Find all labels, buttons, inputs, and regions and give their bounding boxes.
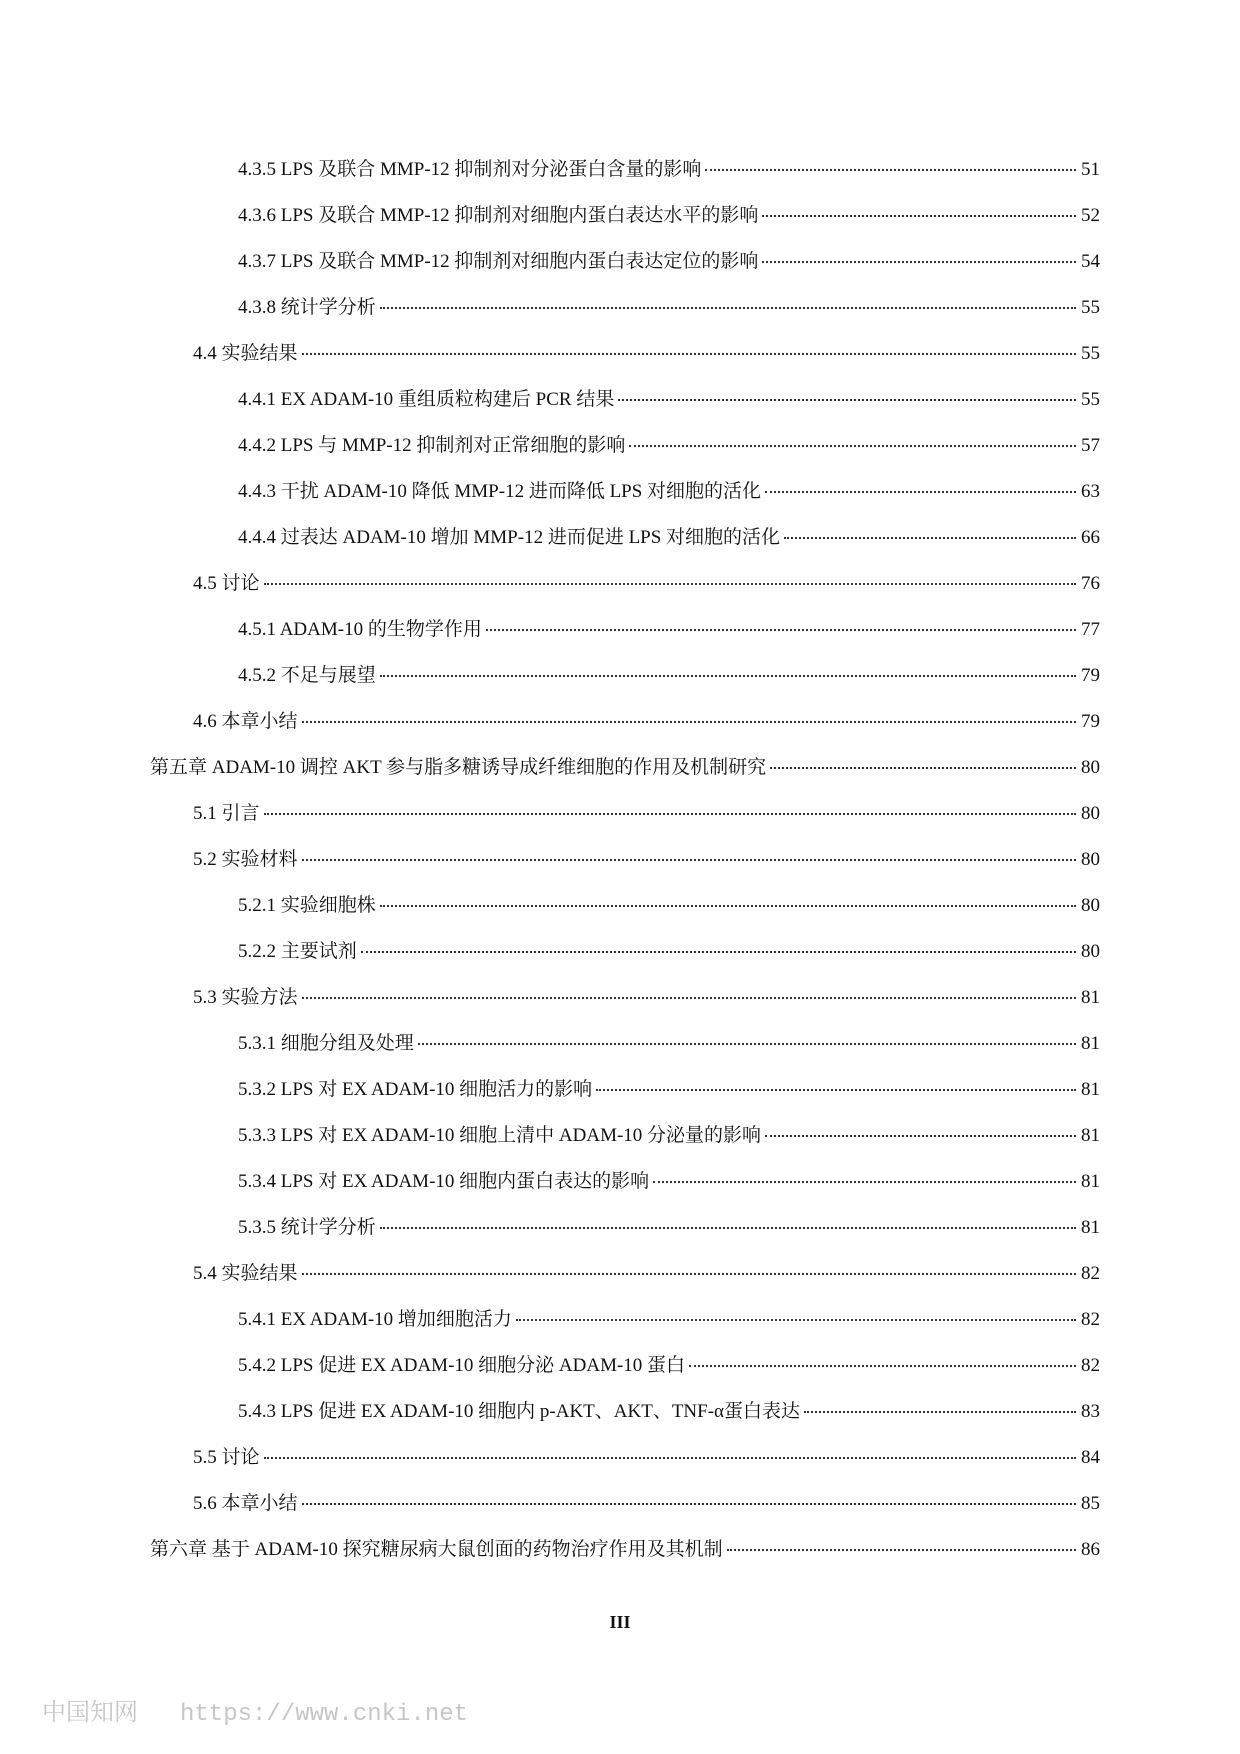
toc-entry-page: 81: [1081, 1171, 1100, 1192]
toc-entry[interactable]: [150, 158, 1100, 204]
toc-entry[interactable]: [150, 710, 1100, 756]
toc-entry[interactable]: [150, 986, 1100, 1032]
toc-entry-page: 81: [1081, 1125, 1100, 1146]
toc-entry[interactable]: [150, 480, 1100, 526]
toc-entry-title: 4.4.2 LPS 与 MMP-12 抑制剂对正常细胞的影响: [238, 435, 626, 456]
toc-entry[interactable]: [150, 388, 1100, 434]
toc-dot-leader: [705, 169, 1076, 171]
toc-dot-leader: [302, 1503, 1076, 1505]
toc-entry-page: 51: [1081, 159, 1100, 180]
toc-entry[interactable]: [150, 1124, 1100, 1170]
toc-entry-page: 57: [1081, 435, 1100, 456]
toc-dot-leader: [264, 813, 1076, 815]
toc-entry-title: 5.2.1 实验细胞株: [238, 895, 376, 916]
toc-entry[interactable]: [150, 1262, 1100, 1308]
toc-dot-leader: [727, 1549, 1076, 1551]
toc-entry-page: 82: [1081, 1355, 1100, 1376]
toc-dot-leader: [770, 767, 1076, 769]
toc-entry-title: 5.3.1 细胞分组及处理: [238, 1033, 414, 1054]
toc-entry[interactable]: [150, 1308, 1100, 1354]
toc-entry-title: 第五章 ADAM-10 调控 AKT 参与脂多糖诱导成纤维细胞的作用及机制研究: [150, 757, 767, 778]
toc-entry[interactable]: [150, 1492, 1100, 1538]
toc-entry-page: 77: [1081, 619, 1100, 640]
toc-entry[interactable]: [150, 664, 1100, 710]
toc-entry[interactable]: [150, 1078, 1100, 1124]
watermark-url: https://www.cnki.net: [180, 1701, 469, 1728]
toc-dot-leader: [653, 1181, 1076, 1183]
toc-entry-page: 79: [1081, 665, 1100, 686]
toc-entry[interactable]: [150, 1216, 1100, 1262]
toc-entry-page: 80: [1081, 941, 1100, 962]
toc-dot-leader: [762, 215, 1076, 217]
toc-entry-page: 79: [1081, 711, 1100, 732]
toc-entry[interactable]: [150, 756, 1100, 802]
toc-dot-leader: [380, 307, 1076, 309]
toc-entry-title: 5.5 讨论: [193, 1447, 260, 1468]
toc-entry-page: 55: [1081, 297, 1100, 318]
toc-dot-leader: [784, 537, 1076, 539]
toc-dot-leader: [302, 353, 1076, 355]
toc-dot-leader: [264, 1457, 1076, 1459]
toc-entry-title: 5.4.3 LPS 促进 EX ADAM-10 细胞内 p-AKT、AKT、TNF-α蛋白表达: [238, 1401, 801, 1422]
toc-dot-leader: [264, 583, 1076, 585]
toc-entry-title: 5.3.5 统计学分析: [238, 1217, 376, 1238]
toc-entry-title: 5.3.3 LPS 对 EX ADAM-10 细胞上清中 ADAM-10 分泌量的影响: [238, 1125, 762, 1146]
toc-entry-title: 5.4.2 LPS 促进 EX ADAM-10 细胞分泌 ADAM-10 蛋白: [238, 1355, 686, 1376]
toc-entry[interactable]: [150, 204, 1100, 250]
toc-entry-page: 82: [1081, 1263, 1100, 1284]
toc-dot-leader: [516, 1319, 1076, 1321]
toc-dot-leader: [765, 1135, 1076, 1137]
toc-entry-title: 4.5.1 ADAM-10 的生物学作用: [238, 619, 482, 640]
page-number: III: [609, 1612, 631, 1632]
toc-entry[interactable]: [150, 1538, 1100, 1584]
table-of-contents: [150, 158, 1100, 1584]
toc-dot-leader: [302, 1273, 1076, 1275]
toc-dot-leader: [302, 859, 1076, 861]
toc-entry[interactable]: [150, 848, 1100, 894]
toc-entry[interactable]: [150, 1400, 1100, 1446]
toc-entry-page: 81: [1081, 1217, 1100, 1238]
toc-entry-title: 5.3 实验方法: [193, 987, 298, 1008]
toc-entry-title: 4.5.2 不足与展望: [238, 665, 376, 686]
toc-dot-leader: [418, 1043, 1076, 1045]
toc-entry-page: 80: [1081, 757, 1100, 778]
toc-dot-leader: [765, 491, 1076, 493]
toc-entry-title: 4.5 讨论: [193, 573, 260, 594]
watermark-name: 中国知网: [42, 1698, 138, 1726]
toc-entry-title: 4.3.7 LPS 及联合 MMP-12 抑制剂对细胞内蛋白表达定位的影响: [238, 251, 759, 272]
toc-dot-leader: [361, 951, 1076, 953]
toc-entry[interactable]: [150, 434, 1100, 480]
toc-entry[interactable]: [150, 572, 1100, 618]
toc-dot-leader: [380, 1227, 1076, 1229]
toc-entry-title: 4.6 本章小结: [193, 711, 298, 732]
toc-entry-title: 4.3.5 LPS 及联合 MMP-12 抑制剂对分泌蛋白含量的影响: [238, 159, 702, 180]
toc-entry-page: 63: [1081, 481, 1100, 502]
toc-entry-page: 80: [1081, 849, 1100, 870]
toc-entry-page: 83: [1081, 1401, 1100, 1422]
toc-entry-title: 4.4.1 EX ADAM-10 重组质粒构建后 PCR 结果: [238, 389, 615, 410]
toc-dot-leader: [380, 675, 1076, 677]
toc-entry-page: 80: [1081, 803, 1100, 824]
toc-entry[interactable]: [150, 802, 1100, 848]
toc-dot-leader: [596, 1089, 1076, 1091]
toc-entry-title: 5.2 实验材料: [193, 849, 298, 870]
toc-dot-leader: [762, 261, 1076, 263]
toc-entry[interactable]: [150, 250, 1100, 296]
toc-entry-page: 81: [1081, 1079, 1100, 1100]
toc-entry-title: 5.3.2 LPS 对 EX ADAM-10 细胞活力的影响: [238, 1079, 593, 1100]
toc-entry-title: 4.4.4 过表达 ADAM-10 增加 MMP-12 进而促进 LPS 对细胞的活化: [238, 527, 781, 548]
toc-entry-title: 5.4.1 EX ADAM-10 增加细胞活力: [238, 1309, 512, 1330]
toc-entry-title: 5.4 实验结果: [193, 1263, 298, 1284]
toc-entry[interactable]: [150, 1446, 1100, 1492]
toc-entry-page: 84: [1081, 1447, 1100, 1468]
toc-entry-page: 55: [1081, 343, 1100, 364]
toc-entry[interactable]: [150, 1032, 1100, 1078]
toc-entry-page: 85: [1081, 1493, 1100, 1514]
toc-entry[interactable]: [150, 894, 1100, 940]
toc-entry[interactable]: [150, 1354, 1100, 1400]
toc-dot-leader: [689, 1365, 1076, 1367]
toc-entry-page: 81: [1081, 987, 1100, 1008]
toc-entry[interactable]: [150, 526, 1100, 572]
toc-dot-leader: [618, 399, 1076, 401]
toc-dot-leader: [302, 997, 1076, 999]
toc-entry-page: 66: [1081, 527, 1100, 548]
toc-entry[interactable]: [150, 1170, 1100, 1216]
toc-entry[interactable]: [150, 296, 1100, 342]
toc-entry-page: 80: [1081, 895, 1100, 916]
toc-dot-leader: [804, 1411, 1076, 1413]
toc-dot-leader: [629, 445, 1076, 447]
toc-entry-title: 4.4.3 干扰 ADAM-10 降低 MMP-12 进而降低 LPS 对细胞的活化: [238, 481, 762, 502]
toc-entry-page: 54: [1081, 251, 1100, 272]
toc-entry-title: 5.6 本章小结: [193, 1493, 298, 1514]
toc-dot-leader: [486, 629, 1076, 631]
toc-entry-page: 52: [1081, 205, 1100, 226]
toc-entry[interactable]: [150, 940, 1100, 986]
toc-entry-page: 76: [1081, 573, 1100, 594]
toc-entry-title: 4.4 实验结果: [193, 343, 298, 364]
toc-entry-title: 5.3.4 LPS 对 EX ADAM-10 细胞内蛋白表达的影响: [238, 1171, 650, 1192]
toc-entry[interactable]: [150, 618, 1100, 664]
toc-entry-title: 5.2.2 主要试剂: [238, 941, 357, 962]
toc-entry-title: 第六章 基于 ADAM-10 探究糖尿病大鼠创面的药物治疗作用及其机制: [150, 1539, 723, 1560]
toc-entry-title: 4.3.6 LPS 及联合 MMP-12 抑制剂对细胞内蛋白表达水平的影响: [238, 205, 759, 226]
toc-entry-title: 4.3.8 统计学分析: [238, 297, 376, 318]
toc-entry-page: 55: [1081, 389, 1100, 410]
toc-entry-page: 82: [1081, 1309, 1100, 1330]
toc-entry-page: 81: [1081, 1033, 1100, 1054]
toc-dot-leader: [302, 721, 1076, 723]
toc-entry-page: 86: [1081, 1539, 1100, 1560]
toc-entry[interactable]: [150, 342, 1100, 388]
toc-entry-title: 5.1 引言: [193, 803, 260, 824]
toc-dot-leader: [380, 905, 1076, 907]
watermark: [42, 1692, 468, 1728]
